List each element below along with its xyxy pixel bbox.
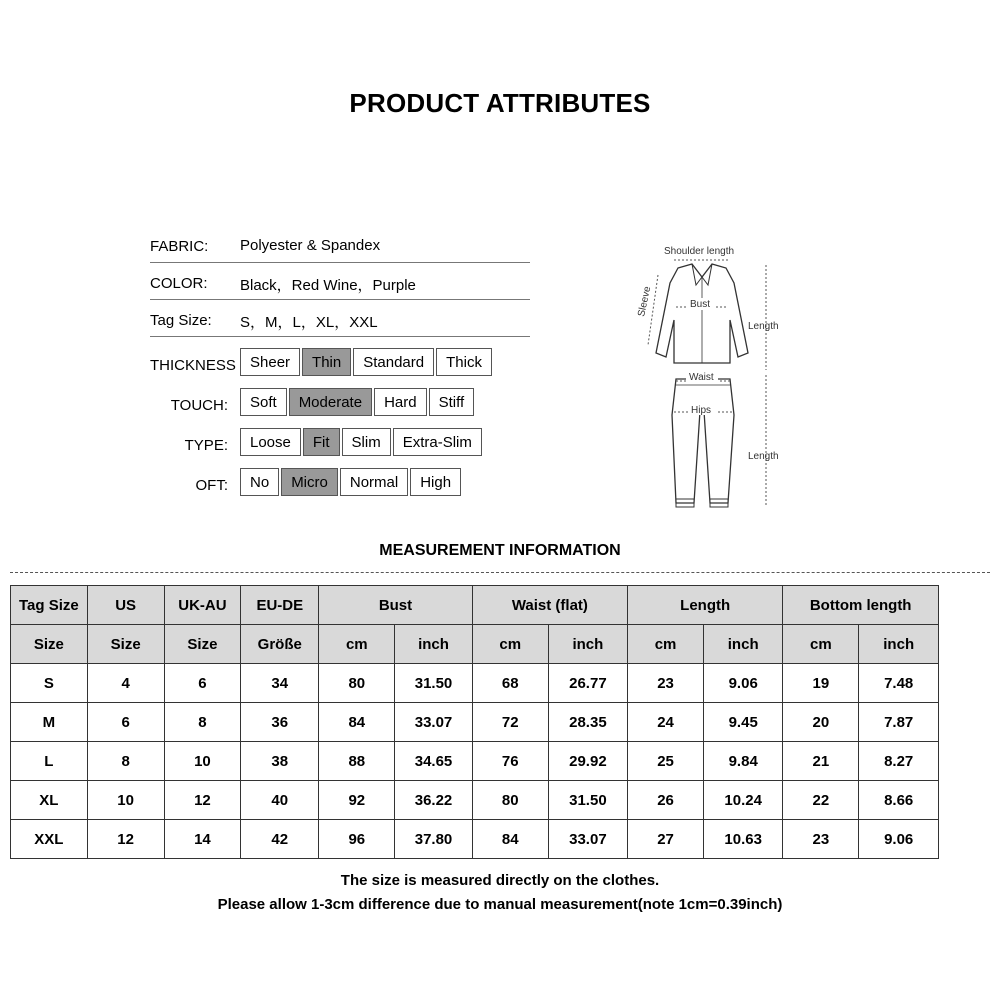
table-cell: 10.24 xyxy=(704,781,783,820)
table-cell: 84 xyxy=(472,820,548,859)
table-cell: 26 xyxy=(628,781,704,820)
tag-size-label: Tag Size: xyxy=(150,312,212,329)
table-row xyxy=(11,703,939,742)
thickness-option-sheer: Sheer xyxy=(240,348,300,376)
table-cell: 34 xyxy=(241,664,319,703)
top-length-label: Length xyxy=(748,321,779,332)
tag-size-row xyxy=(150,300,530,337)
bottom-length-label: Length xyxy=(748,451,779,462)
table-cell: 9.06 xyxy=(859,820,939,859)
table-cell: 31.50 xyxy=(395,664,472,703)
table-cell: 88 xyxy=(319,742,395,781)
table-cell: 9.84 xyxy=(704,742,783,781)
table-cell: M xyxy=(11,703,88,742)
thickness-option-thick: Thick xyxy=(436,348,492,376)
table-cell: S xyxy=(11,664,88,703)
shoulder-length-label: Shoulder length xyxy=(664,246,735,257)
table-cell: 10 xyxy=(87,781,164,820)
table-cell: 8 xyxy=(87,742,164,781)
table-cell: 27 xyxy=(628,820,704,859)
garment-diagram xyxy=(630,235,790,515)
thickness-option-thin: Thin xyxy=(302,348,351,376)
touch-options xyxy=(240,388,474,418)
table-cell: 96 xyxy=(319,820,395,859)
table-header-cell: Bust xyxy=(319,586,472,625)
color-label: COLOR: xyxy=(150,275,208,292)
oft-label: OFT: xyxy=(195,477,228,494)
type-option-fit: Fit xyxy=(303,428,340,456)
table-subheader-cell: inch xyxy=(548,625,627,664)
table-subheader-cell: inch xyxy=(395,625,472,664)
type-option-extra-slim: Extra-Slim xyxy=(393,428,482,456)
table-cell: 19 xyxy=(783,664,859,703)
table-cell: 34.65 xyxy=(395,742,472,781)
touch-option-hard: Hard xyxy=(374,388,427,416)
type-label: TYPE: xyxy=(184,437,228,454)
table-cell: 76 xyxy=(472,742,548,781)
table-cell: 84 xyxy=(319,703,395,742)
table-subheader-cell: cm xyxy=(783,625,859,664)
table-row xyxy=(11,781,939,820)
oft-option-micro: Micro xyxy=(281,468,338,496)
table-cell: 26.77 xyxy=(548,664,627,703)
hips-label: Hips xyxy=(691,405,712,416)
waist-label: Waist xyxy=(689,372,714,383)
note-line-2: Please allow 1-3cm difference due to manual measurement(note 1cm=0.39inch) xyxy=(217,896,783,913)
table-header-cell: EU-DE xyxy=(241,586,319,625)
table-cell: 9.06 xyxy=(704,664,783,703)
table-header-cell: US xyxy=(87,586,164,625)
oft-option-normal: Normal xyxy=(340,468,408,496)
table-cell: XL xyxy=(11,781,88,820)
dashed-divider xyxy=(10,572,990,573)
fabric-label: FABRIC: xyxy=(150,238,209,255)
table-cell: 8 xyxy=(164,703,241,742)
table-cell: 10.63 xyxy=(704,820,783,859)
type-option-loose: Loose xyxy=(240,428,301,456)
touch-option-stiff: Stiff xyxy=(429,388,475,416)
note-line-1: The size is measured directly on the clothes. xyxy=(340,872,660,889)
type-options xyxy=(240,428,482,458)
touch-option-soft: Soft xyxy=(240,388,287,416)
thickness-options xyxy=(240,348,492,378)
table-cell: 7.87 xyxy=(859,703,939,742)
fabric-value: Polyester & Spandex xyxy=(240,237,381,254)
table-subheader-cell: Size xyxy=(11,625,88,664)
table-cell: 36 xyxy=(241,703,319,742)
oft-option-high: High xyxy=(410,468,461,496)
touch-label: TOUCH: xyxy=(170,397,228,414)
measurement-table xyxy=(10,585,939,859)
table-row xyxy=(11,664,939,703)
fabric-row xyxy=(150,226,530,263)
table-cell: 7.48 xyxy=(859,664,939,703)
table-cell: 92 xyxy=(319,781,395,820)
table-cell: 6 xyxy=(164,664,241,703)
table-cell: 4 xyxy=(87,664,164,703)
table-subheader-cell: cm xyxy=(319,625,395,664)
table-cell: 10 xyxy=(164,742,241,781)
table-cell: 31.50 xyxy=(548,781,627,820)
table-cell: 33.07 xyxy=(548,820,627,859)
table-subheader-cell: inch xyxy=(859,625,939,664)
table-header-cell: Bottom length xyxy=(783,586,939,625)
table-cell: 29.92 xyxy=(548,742,627,781)
table-cell: 40 xyxy=(241,781,319,820)
table-cell: 37.80 xyxy=(395,820,472,859)
table-subheader-cell: Size xyxy=(87,625,164,664)
table-cell: 23 xyxy=(783,820,859,859)
thickness-option-standard: Standard xyxy=(353,348,434,376)
table-cell: 20 xyxy=(783,703,859,742)
table-cell: 25 xyxy=(628,742,704,781)
table-cell: 80 xyxy=(472,781,548,820)
table-cell: L xyxy=(11,742,88,781)
oft-option-no: No xyxy=(240,468,279,496)
page-title: PRODUCT ATTRIBUTES xyxy=(349,88,651,118)
table-subheader-cell: cm xyxy=(628,625,704,664)
table-cell: 9.45 xyxy=(704,703,783,742)
table-cell: XXL xyxy=(11,820,88,859)
thickness-label: THICKNESS xyxy=(150,357,236,374)
table-cell: 12 xyxy=(87,820,164,859)
table-cell: 6 xyxy=(87,703,164,742)
table-cell: 21 xyxy=(783,742,859,781)
table-cell: 68 xyxy=(472,664,548,703)
table-header-cell: UK-AU xyxy=(164,586,241,625)
table-row xyxy=(11,820,939,859)
table-cell: 23 xyxy=(628,664,704,703)
table-cell: 8.66 xyxy=(859,781,939,820)
table-subheader-cell: inch xyxy=(704,625,783,664)
table-header-row xyxy=(11,586,939,625)
table-cell: 80 xyxy=(319,664,395,703)
table-cell: 42 xyxy=(241,820,319,859)
table-subheader-cell: Größe xyxy=(241,625,319,664)
color-value: Black，Red Wine，Purple xyxy=(240,277,416,294)
type-option-slim: Slim xyxy=(342,428,391,456)
measurement-table-body xyxy=(11,586,939,859)
table-header-cell: Length xyxy=(628,586,783,625)
bust-label: Bust xyxy=(690,299,711,310)
table-cell: 8.27 xyxy=(859,742,939,781)
measurement-title: MEASUREMENT INFORMATION xyxy=(379,542,621,559)
color-row xyxy=(150,263,530,300)
table-header-cell: Tag Size xyxy=(11,586,88,625)
table-row xyxy=(11,742,939,781)
table-cell: 22 xyxy=(783,781,859,820)
sleeve-label: Sleeve xyxy=(636,285,654,318)
table-cell: 38 xyxy=(241,742,319,781)
touch-option-moderate: Moderate xyxy=(289,388,372,416)
table-cell: 14 xyxy=(164,820,241,859)
table-subheader-cell: cm xyxy=(472,625,548,664)
table-cell: 12 xyxy=(164,781,241,820)
table-cell: 28.35 xyxy=(548,703,627,742)
table-cell: 36.22 xyxy=(395,781,472,820)
table-subheader-row xyxy=(11,625,939,664)
table-subheader-cell: Size xyxy=(164,625,241,664)
oft-options xyxy=(240,468,461,498)
table-cell: 33.07 xyxy=(395,703,472,742)
table-cell: 24 xyxy=(628,703,704,742)
tag-size-value: S，M，L，XL，XXL xyxy=(240,314,378,331)
table-cell: 72 xyxy=(472,703,548,742)
table-header-cell: Waist (flat) xyxy=(472,586,627,625)
